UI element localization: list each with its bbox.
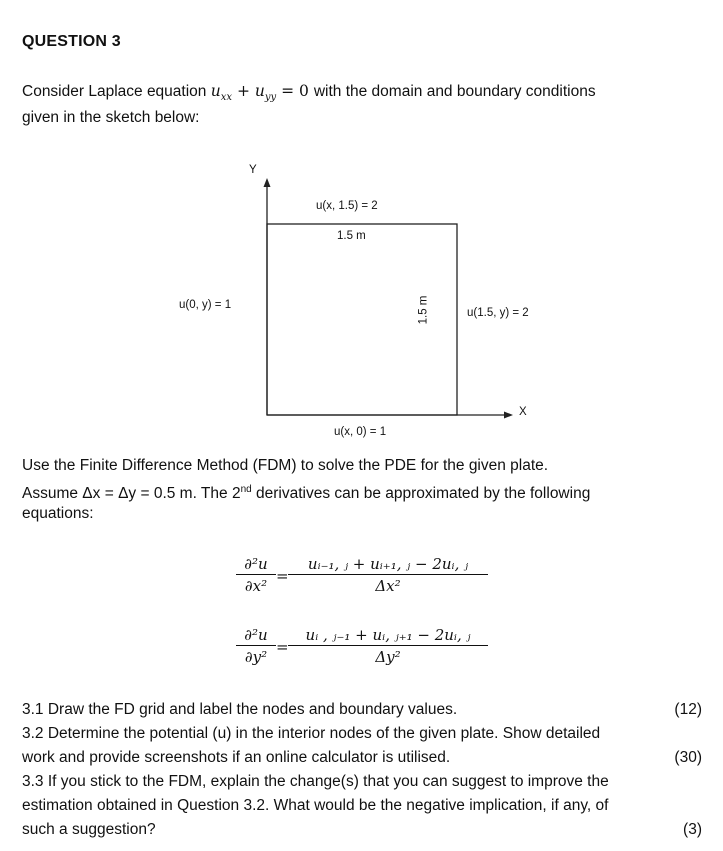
method-line-2-pre: Assume Δx = Δy = 0.5 m. The 2 (22, 485, 241, 503)
eq1-rhs (288, 555, 488, 595)
uxx-sub: xx (220, 92, 232, 103)
eq1-lhs-bar (236, 574, 276, 575)
eq1-rhs-num: uᵢ₋₁, ⱼ + uᵢ₊₁, ⱼ − 2uᵢ, ⱼ (307, 555, 469, 573)
x-axis-label: X (519, 406, 527, 418)
eq1-lhs-den: ∂x² (244, 577, 268, 595)
y-axis-arrow-icon (264, 178, 271, 187)
right-dimension: 1.5 m (417, 295, 430, 325)
eq2-rhs-den: Δy² (375, 648, 401, 666)
intro-line-2: given in the sketch below: (22, 109, 200, 126)
eq2-lhs-bar (236, 645, 276, 646)
eq2-lhs (236, 626, 276, 666)
method-line-1: Use the Finite Difference Method (FDM) to solve the PDE for the given plate. (22, 457, 549, 474)
plus-sign: + (236, 82, 250, 100)
question-3-1 (22, 698, 712, 722)
question-3-3-line-3 (22, 818, 712, 842)
question-3-2-text: work and provide screenshots if an online calculator is utilised. (22, 749, 451, 766)
top-boundary-condition: u(x, 1.5) = 2 (316, 200, 378, 212)
uxx-base: u (210, 82, 221, 100)
intro-pre: Consider Laplace equation (22, 83, 207, 100)
method-line-2-sup: nd (240, 484, 252, 495)
question-3-3-line-2: estimation obtained in Question 3.2. What would be the negative implication, if any, of (22, 797, 609, 814)
question-3-3-line-1: 3.3 If you stick to the FDM, explain the change(s) that you can suggest to improve the (22, 773, 609, 790)
question-3-3-marks: (3) (683, 821, 702, 838)
eq2-rhs-num: uᵢ , ⱼ₋₁ + uᵢ, ⱼ₊₁ − 2uᵢ, ⱼ (305, 626, 471, 644)
intro-post: with the domain and boundary conditions (313, 83, 596, 100)
right-boundary-condition: u(1.5, y) = 2 (467, 307, 529, 319)
uyy-base: u (254, 82, 265, 100)
method-line-2 (22, 478, 590, 506)
eq1-rhs-den: Δx² (375, 577, 401, 595)
eq1-equals: = (276, 567, 289, 585)
uyy-sub: yy (264, 92, 277, 103)
eq2-equals: = (276, 638, 289, 656)
question-3-2-marks: (30) (674, 749, 702, 766)
eq1-rhs-bar (288, 574, 488, 575)
question-3-2-line-2 (22, 746, 712, 770)
bottom-boundary-condition: u(x, 0) = 1 (334, 426, 387, 438)
left-boundary-condition: u(0, y) = 1 (179, 299, 232, 311)
eq2-lhs-den: ∂y² (244, 648, 268, 666)
laplace-equation (210, 82, 314, 103)
equals-zero: = 0 (281, 82, 309, 100)
eq2-lhs-num: ∂²u (244, 626, 268, 644)
question-title: QUESTION 3 (22, 33, 121, 50)
question-3-1-marks: (12) (674, 701, 702, 718)
method-line-2-post: derivatives can be approximated by the following (251, 485, 591, 503)
eq1-lhs (236, 555, 276, 595)
eq2-rhs (288, 626, 488, 666)
top-dimension: 1.5 m (337, 230, 366, 242)
eq1-lhs-num: ∂²u (244, 555, 268, 573)
eq2-rhs-bar (288, 645, 488, 646)
x-axis-arrow-icon (504, 412, 513, 419)
intro-line-1 (22, 79, 596, 106)
method-line-3: equations: (22, 505, 94, 522)
y-axis-label: Y (249, 164, 257, 176)
question-3-3-text: such a suggestion? (22, 821, 156, 838)
question-3-1-text: 3.1 Draw the FD grid and label the nodes and boundary values. (22, 701, 458, 718)
domain-sketch (0, 150, 723, 450)
question-3-2-line-1: 3.2 Determine the potential (u) in the interior nodes of the given plate. Show detailed (22, 725, 601, 742)
